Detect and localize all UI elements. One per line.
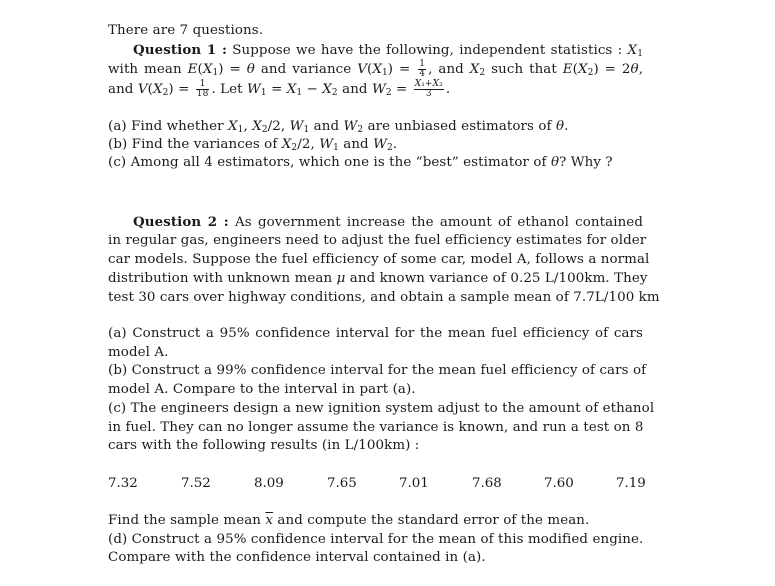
x-bar-symbol: $\overline{x}$ [265, 513, 274, 528]
data-value: 7.32 [108, 476, 138, 491]
q2-line-2: in regular gas, engineers need to adjust the fuel efficiency estimates for older [108, 233, 647, 248]
q2-heading: Question 2 : [133, 214, 229, 230]
data-value: 7.65 [327, 476, 357, 491]
q1-part-b: (b) Find the variances of $X_2/2$, $W_1$ and $W_2$. [108, 137, 398, 153]
q2-part-b: (b) Construct a 99% confidence interval for the mean fuel efficiency of cars of [108, 363, 647, 378]
q2-part-a-cont: model A. [108, 345, 169, 360]
q1-heading: Question 1 : [133, 42, 227, 58]
data-value: 7.01 [399, 476, 429, 491]
data-value: 7.68 [472, 476, 502, 491]
q1-line-2: with mean $E(X_1) = \theta$ and variance $V(X_1)$ = $\frac{1}{4}$ , and $X_2$ such that $E(X_2) = 2\theta$, [108, 59, 644, 79]
q1-line-3: and $V(X_2)$ = $\frac{1}{18}$ . Let $W_1 = X_1 - X_2$ and $W_2$ = $\frac{\text{X₁+X₂}}{3}$ . [108, 79, 451, 99]
data-value: 8.09 [254, 476, 284, 491]
q2-line-1: Question 2 : As government increase the amount of ethanol contained [133, 214, 643, 230]
data-value: 7.52 [181, 476, 211, 491]
q2-part-d: (d) Construct a 95% confidence interval for the mean of this modified engine. [108, 532, 644, 547]
intro-text: There are 7 questions. [108, 23, 264, 38]
data-value: 7.19 [616, 476, 646, 491]
q2-line-5: test 30 cars over highway conditions, and obtain a sample mean of 7.7L/100 km [108, 290, 660, 305]
frac-one-eighteenth: $\frac{1}{18}$ [196, 79, 209, 99]
q2-part-c-cont1: in fuel. They can no longer assume the variance is known, and run a test on 8 [108, 420, 644, 435]
q2-part-d-cont: Compare with the confidence interval contained in (a). [108, 550, 486, 565]
q1-part-c: (c) Among all 4 estimators, which one is the “best” estimator of θ? Why ? [108, 155, 613, 170]
q2-part-a: (a) Construct a 95% confidence interval for the mean fuel efficiency of cars [108, 326, 643, 341]
q1-line-1: Question 1 : Suppose we have the following, independent statistics : $X_1$ [133, 42, 644, 59]
frac-w2: $\frac{\text{X₁+X₂}}{3}$ [414, 79, 443, 99]
q2-part-b-cont: model A. Compare to the interval in part (a). [108, 382, 416, 397]
q2-sample-mean-line: Find the sample mean $\overline{x}$ and compute the standard error of the mean. [108, 513, 590, 528]
data-value: 7.60 [544, 476, 574, 491]
q1-part-a: (a) Find whether $X_1$, $X_2/2$, $W_1$ and $W_2$ are unbiased estimators of θ. [108, 119, 569, 135]
q2-part-c-cont2: cars with the following results (in L/100km) : [108, 438, 420, 453]
q2-part-c: (c) The engineers design a new ignition system adjust to the amount of ethanol [108, 401, 655, 416]
q2-line-3: car models. Suppose the fuel efficiency of some car, model A, follows a normal [108, 252, 650, 267]
q2-line-4: distribution with unknown mean μ and known variance of 0.25 L/100km. They [108, 271, 648, 286]
q1-l1-text: Suppose we have the following, independent statistics : [232, 43, 623, 58]
frac-one-fourth: $\frac{1}{4}$ [419, 59, 426, 79]
